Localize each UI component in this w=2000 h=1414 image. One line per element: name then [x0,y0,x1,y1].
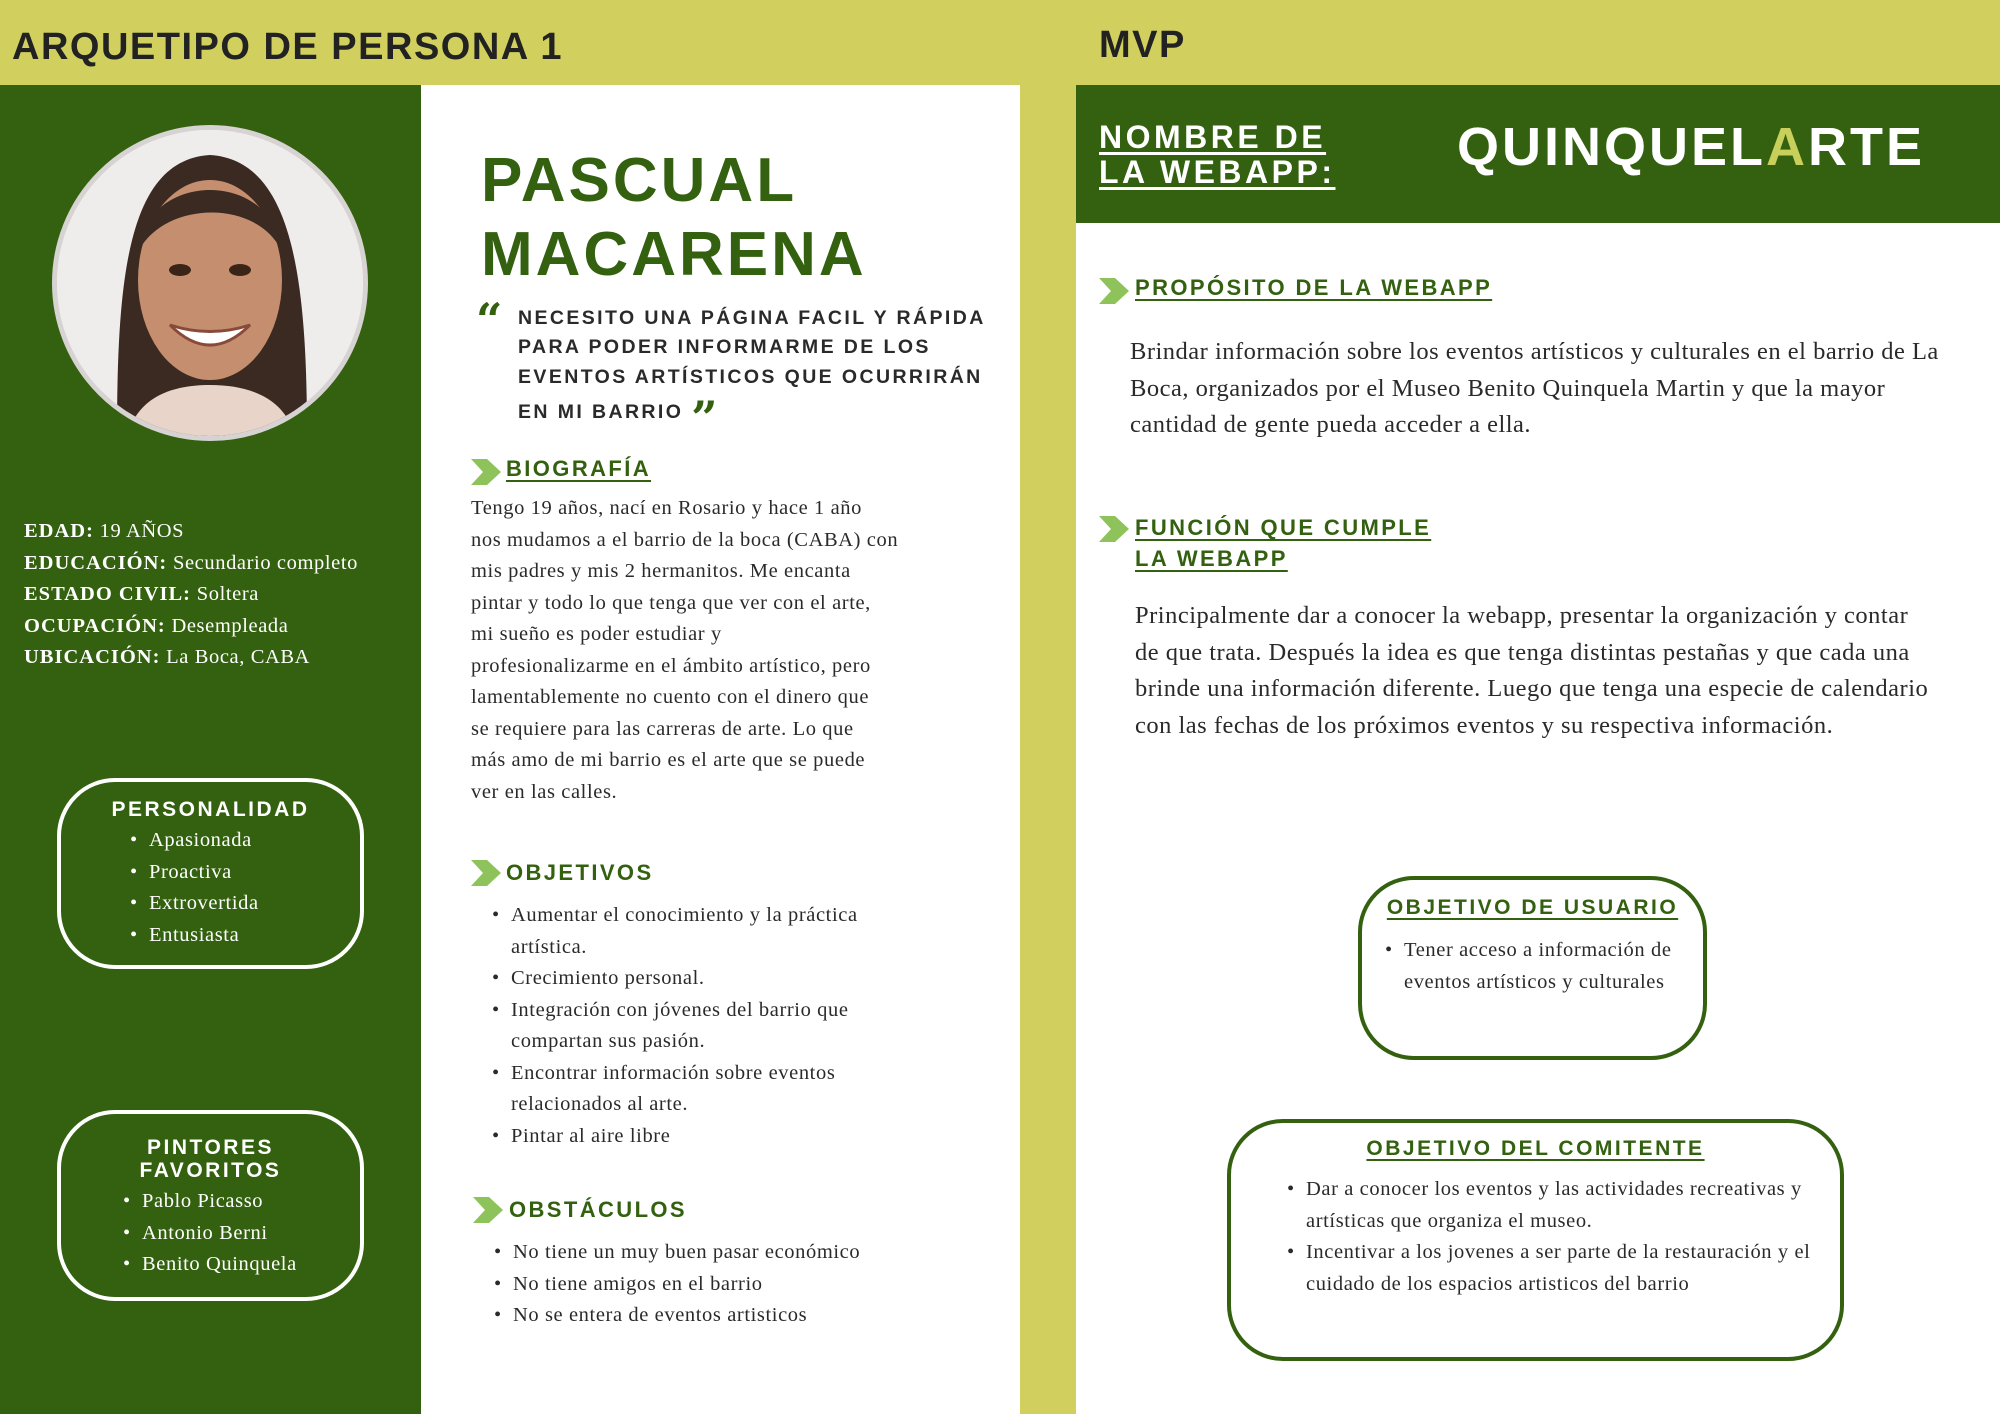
chevron-right-icon [1099,516,1129,542]
painters-title: PINTORES FAVORITOS [139,1136,282,1182]
list-item: • Extrovertida [149,888,360,920]
objectives-title: OBJETIVOS [506,860,654,885]
list-item: • Pintar al aire libre [511,1121,931,1153]
list-item: • No tiene un muy buen pasar económico [513,1237,993,1269]
user-goal-box [1358,876,1707,1060]
obstacles-list [513,1237,993,1332]
list-item: • Crecimiento personal. [511,963,931,995]
list-item: • No tiene amigos en el barrio [513,1269,993,1301]
biography-title: BIOGRAFÍA [506,456,652,481]
detail-age: EDAD: 19 AÑOS [24,520,185,542]
detail-civil-status: ESTADO CIVIL: Soltera [24,583,259,605]
personality-title: PERSONALIDAD [111,798,310,821]
biography-text: Tengo 19 años, nací en Rosario y hace 1 año nos mudamos a el barrio de la boca (CABA) con mis padres y mis 2 hermanitos. Me encanta pintar y todo lo que tenga que ver con el arte, mi sueño es poder estudiar y profesionalizarme en el ámbito artístico, pero lamentablemente no cuento con el dinero que se requiere para las carreras de arte. Lo que más amo de mi barrio es el arte que se puede ver en las calles. [471,497,899,803]
open-quote-icon: “ [476,293,503,347]
chevron-right-icon [1099,278,1129,304]
personality-box [57,778,364,969]
chevron-right-icon [471,860,501,886]
purpose-title: PROPÓSITO DE LA WEBAPP [1135,275,1493,300]
list-item: • Apasionada [149,825,360,857]
list-item: • Benito Quinquela [142,1249,360,1281]
webapp-name: QUINQUELARTE [1457,117,1926,177]
divider-stripe [1020,85,1076,1414]
objectives-list [511,900,931,1152]
list-item: • Proactiva [149,857,360,889]
list-item: • Tener acceso a información de eventos artísticos y culturales [1404,935,1694,998]
client-goal-box [1227,1119,1844,1361]
persona-section-title: ARQUETIPO DE PERSONA 1 [12,26,564,68]
list-item: • No se entera de eventos artisticos [513,1300,993,1332]
purpose-text: Brindar información sobre los eventos artísticos y culturales en el barrio de La Boca, organizados por el Museo Benito Quinquela Martin y que la mayor cantidad de gente pueda acceder a ella. [1130,338,1939,439]
list-item: • Integración con jóvenes del barrio que compartan sus pasión. [511,995,931,1058]
user-goal-title: OBJETIVO DE USUARIO [1386,896,1679,919]
list-item: • Encontrar información sobre eventos relacionados al arte. [511,1058,931,1121]
detail-occupation: OCUPACIÓN: Desempleada [24,614,289,637]
list-item: • Incentivar a los jovenes a ser parte de la restauración y el cuidado de los espacios artisticos del barrio [1306,1237,1816,1300]
favorite-painters-box [57,1110,364,1301]
chevron-right-icon [473,1197,503,1223]
function-title: FUNCIÓN QUE CUMPLE LA WEBAPP [1135,515,1432,571]
list-item: • Antonio Berni [142,1218,360,1250]
list-item: • Dar a conocer los eventos y las actividades recreativas y artísticas que organiza el museo. [1306,1174,1816,1237]
detail-location: UBICACIÓN: La Boca, CABA [24,646,311,668]
list-item: • Entusiasta [149,920,360,952]
list-item: • Pablo Picasso [142,1186,360,1218]
detail-education: EDUCACIÓN: Secundario completo [24,551,359,574]
persona-name: PASCUAL MACARENA [481,146,867,289]
chevron-right-icon [471,459,501,485]
obstacles-title: OBSTÁCULOS [509,1197,687,1222]
webapp-name-label: NOMBRE DE LA WEBAPP: [1099,119,1336,190]
function-text: Principalmente dar a conocer la webapp, presentar la organización y contar de que trata. Después la idea es que tenga distintas pestañas y que cada una brinde una información diferente. Luego que tenga una especie de calendario con las fechas de los próximos eventos y su respectiva información. [1135,602,1929,740]
portrait-photo-icon [52,125,368,441]
persona-details [24,516,358,674]
persona-quote: NECESITO UNA PÁGINA FACIL Y RÁPIDA PARA PODER INFORMARME DE LOS EVENTOS ARTÍSTICOS QUE OCURRIRÁN EN MI BARRIO ” [518,307,985,445]
client-goal-title: OBJETIVO DEL COMITENTE [1366,1137,1705,1160]
list-item: • Aumentar el conocimiento y la práctica artística. [511,900,931,963]
close-quote-icon: ” [691,390,720,445]
mvp-section-title: MVP [1099,24,1186,66]
